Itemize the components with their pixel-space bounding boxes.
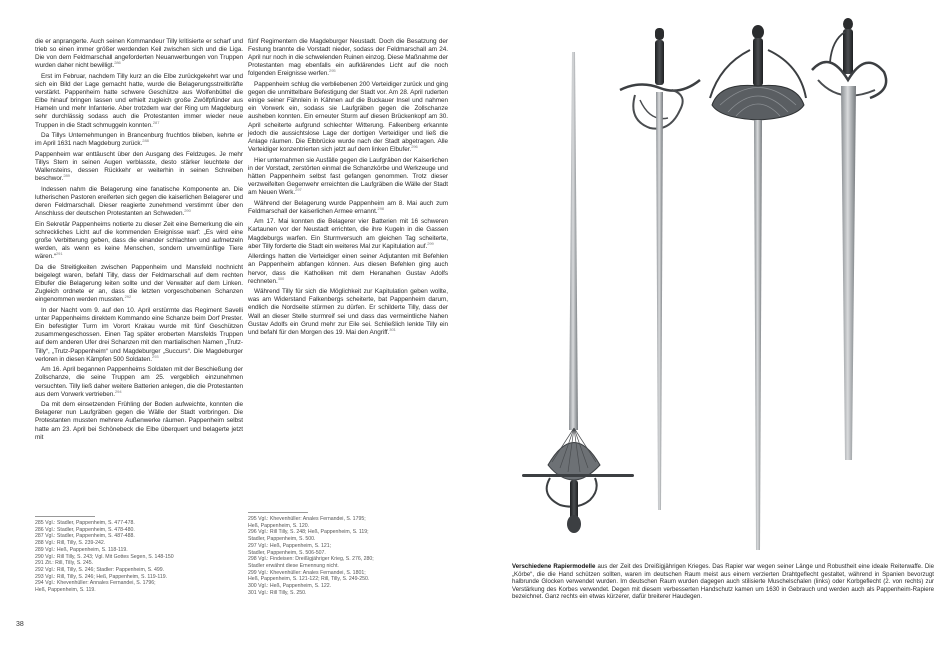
footnote-ref: 295 xyxy=(329,68,336,74)
paragraph xyxy=(35,366,243,398)
rapiers-illustration xyxy=(500,10,930,555)
paragraph-text: Während der Belagerung wurde Pappenheim am 8. Mai auch zum Feldmarschall der kaiserlichen Armee ernannt. xyxy=(248,199,448,215)
footnote-ref: 297 xyxy=(295,186,302,192)
footnote: 300 Vgl.: Heß, Pappenheim, S. 122. xyxy=(248,583,332,590)
paragraph xyxy=(248,288,448,337)
rapier-basket-hilt xyxy=(710,25,806,550)
footnote: Heß, Pappenheim, S. 119. xyxy=(35,587,96,594)
footnotes-left xyxy=(35,520,243,594)
paragraph-text: Da Tillys Unternehmungen in Brancenburg fruchtlos blieben, kehrte er im April 1631 nach Magdeburg zurück. xyxy=(35,132,243,148)
footnotes-right xyxy=(248,516,448,596)
paragraph xyxy=(248,38,448,78)
paragraph xyxy=(35,151,243,183)
rapier-2-pommel xyxy=(655,28,664,40)
footnote-ref: 294 xyxy=(115,388,122,394)
footnote: 291 Zit.: Rill, Tilly, S. 245. xyxy=(35,560,94,567)
footnote-ref: 291 xyxy=(55,251,63,257)
footnote: 298 Vgl.: Findeisen: Dreißigjähriger Krieg, S. 276, 280; xyxy=(248,556,374,563)
footnote-divider-left xyxy=(35,516,95,517)
footnote: 285 Vgl.: Stadler, Pappenheim, S. 477-478. xyxy=(35,520,135,526)
footnote: Stadler, Pappenheim, S. 506-507. xyxy=(248,549,326,556)
text-column-left xyxy=(35,38,243,444)
footnote: 290 Vgl.: Rill Tilly, S. 243; Vgl. Mit Gottes Segen, S. 148-150 xyxy=(35,553,174,560)
paragraph-text: Allerdings hatten die Verteidiger einen seiner Adjutanten mit Befehlen an Pappenheim abfangen können. Aus diesen Befehlen ging auch hervor, dass die Katholiken mit dem Heranahen Gustav Adolfs rechneten. xyxy=(248,253,448,285)
footnote: 287 Vgl.: Stadler, Pappenheim, S. 487-488. xyxy=(35,533,135,540)
text-column-right xyxy=(248,38,448,339)
image-caption xyxy=(512,563,934,601)
paragraph xyxy=(35,132,243,148)
footnote: 299 Vgl.: Khevenhüller: Anales Fernandei, S. 1801; xyxy=(248,569,366,576)
paragraph xyxy=(35,307,243,364)
paragraph-text: In der Nacht vom 9. auf den 10. April erstürmte das Regiment Savelli unter Pappenheims direktem Kommando eine Schanze beim Dorf Prester. Ein befestigter Turm im Vorort Krakau wurde mit fünf Geschützen zusammengeschossen. Einen Tag später eroberten Mansfelds Truppen auf dem anderen Ufer drei Schanzen mit den martialischen Namen „Trutz-Tilly“, „Trutz-Pappenheim“ und Magdeburger „Succurs“. Die Magdeburger verloren in diesen Kämpfen 500 Soldaten. xyxy=(35,307,243,363)
footnote-ref: 287 xyxy=(152,119,160,125)
footnote: 288 Vgl.: Rill, Tilly, S. 239-242. xyxy=(35,540,106,547)
footnote: Stadler, Pappenheim, S. 500. xyxy=(248,536,316,543)
paragraph-text: Während Tilly für sich die Möglichkeit zur Kapitulation geben wollte, was am Widerstand Falkenbergs scheiterte, bat Pappenheim darum, endlich die Nordseite stürmen zu dürfen. Er schilderte Tilly, dass der Wall an dieser Stelle sturmreif sei und dass das vermeintliche Nahen Gustav Adolfs ein Grund mehr zur Eile sei. Schließlich lenkte Tilly ein und befahl für den Morgen des 19. Mai den Angriff. xyxy=(248,288,448,336)
paragraph-text: Da die Streitigkeiten zwischen Pappenheim und Mansfeld nochnicht beigelegt waren, befahl Tilly, dass der Feldmarschall auf dem rechten Elbufer die Belagerung leiten sollte und der Verwalter auf dem Linken. Zugleich ordnete er an, dass die letzten vorgeschobenen Schanzen eingenommen werden mussten. xyxy=(35,264,243,304)
page-number: 38 xyxy=(16,621,24,628)
paragraph xyxy=(35,73,243,130)
footnote-ref: 289 xyxy=(63,173,70,179)
footnote-ref: 293 xyxy=(152,353,159,359)
footnote: 296 Vgl.: Rill Tilly, S. 248; Heß, Pappenheim, S. 119; xyxy=(248,529,369,536)
haudegen xyxy=(812,18,886,460)
footnote-ref: 286 xyxy=(114,60,121,66)
footnote-ref: 296 xyxy=(411,143,418,149)
paragraph xyxy=(248,253,448,285)
footnote: 293 Vgl.: Rill, Tilly, S. 246; Heß, Pappenheim, S. 119-119. xyxy=(35,573,168,580)
paragraph xyxy=(35,401,243,441)
paragraph-text: Am 16. April begannen Pappenheims Soldaten mit der Beschießung der Zollschanze, die seine Truppen am 25. vergeblich einzunehmen versuchten. Tilly ließ daher weitere Batterien anlegen, die die Protestanten aus dem Vorwerk vertrieben. xyxy=(35,366,243,398)
paragraph-text: Hier unternahmen sie Ausfälle gegen die Laufgräben der Kaiserlichen in der Vorstadt, zerstörten einmal die Schanzkörbe und Werkzeuge und hätten Pappenheim selbst fast gefangen genommen. Trotz dieser verzweifelten Gegenwehr erreichten die Laufgräben die Wälle der Stadt am Neuen Werk. xyxy=(248,156,448,196)
paragraph-text: die er anprangerte. Auch seinen Kommandeur Tilly kritisierte er scharf und trieb so einen immer größer werdenden Keil zwischen sich und die Liga. Die von dem Feldmarschall angeforderten Neuanwerbungen von Truppen wurden daher nicht bewilligt. xyxy=(35,38,243,70)
rapier-shell-guard xyxy=(522,52,634,533)
paragraph-text: Erst im Februar, nachdem Tilly kurz an die Elbe zurückgekehrt war und sich ein Bild der Lage gemacht hatte, wurde die Belagerungsstreitkräfte verstärkt. Pappenheim hatte schwere Geschütze aus Wolfenbüttel die Elbe hinauf bringen lassen und erhielt zugleich große Zwölfpfünder aus Hameln und mehr Infanterie. Aber trotzdem war der Ring um Magdeburg sehr durchlässig sodass auch die Protestanten immer wieder neue Truppen in die Stadt schmuggeln konnten. xyxy=(35,72,243,129)
paragraph-text: fünf Regimentern die Magdeburger Neustadt. Doch die Besatzung der Festung brannte die Vorstadt nieder, sodass der Feldmarschall am 24. April nur noch in die schwelenden Ruinen einzog. Diese Maßnahme der Protestanten mag ebenfalls ein aufklärendes Licht auf die noch folgenden Ereignisse werfen. xyxy=(248,38,448,78)
footnote-divider-right xyxy=(248,512,308,513)
paragraph-text: Da mit dem einsetzenden Frühling der Boden aufweichte, konnten die Belagerer nun Laufgräben gegen die Wälle der Stadt vorbringen. Die Protestanten mussten mehrere Außenwerke räumen. Pappenheim selbst hatte am 23. April bei Schönebeck die Elbe überquert und belagerte jetzt mit xyxy=(35,401,243,441)
footnote: 292 Vgl.: Rill, Tilly, S. 246; Stadler: Pappenheim, S. 499. xyxy=(35,566,165,573)
footnote-ref: 290 xyxy=(184,208,191,214)
footnote: 294 Vgl.: Khevenhüller: Annales Fernandei, S. 1796; xyxy=(35,580,156,587)
rapier-1-grip xyxy=(570,480,578,520)
paragraph-text: Pappenheim war enttäuscht über den Ausgang des Feldzuges. Je mehr Tillys Stern in seinen Augen verblasste, desto stärker leuchtete der Wallensteins, dessen Rückkehr er weiterhin in seinen Schreiben beschwor. xyxy=(35,151,243,183)
rapier-2-blade xyxy=(656,92,663,510)
rapier-3-grip xyxy=(753,38,763,86)
rapier-1-pommel xyxy=(567,515,581,533)
rapier-4-pommel xyxy=(843,18,853,30)
paragraph-text: Am 17. Mai konnten die Belagerer vier Batterien mit 16 schweren Kartaunen vor der Neustadt errichten, die ihre Kugeln in die Gassen Magdeburgs warfen. Ein Sturmversuch am gleichen Tag scheiterte, aber Tilly forderte die Stadt ein weiteres Mal zur Kapitulation auf. xyxy=(248,218,448,250)
rapier-3-blade xyxy=(754,120,762,550)
paragraph-text: Ein Sekretär Pappenheims notierte zu dieser Zeit eine Bemerkung die ein schreckliches Licht auf die kommenden Ereignisse warf: „Es wird eine große Verbitterung geben, dass die einander schlachten und aufmetzeln werden, als wenn es keine Menschen, sondern unvernünftige Tiere wären.“ xyxy=(35,220,243,261)
rapier-4-grip xyxy=(843,29,853,74)
caption-text: aus der Zeit des Dreißigjährigen Krieges. Das Rapier war wegen seiner Länge und Robustheit eine ideale Reiterwaffe. Die „Körbe“, die die Hand schützen sollten, waren im deutschen Raum meist aus einem verzierten Drahtgeflecht gestaltet, während in Spanien bevorzugt halbrunde Glocken verwendet wurden. Im deutschen Raum wurden dagegen auch stilisierte Muschelschalen (links) oder Korbgeflecht (2. von rechts) zur Verstärkung des Korbes verwendet. Degen mit diesem verbesserten Handschutz kamen um 1630 in Gebrauch und werden auch als Pappenheim-Rapiere bezeichnet. Ganz rechts ein etwas kürzerer, dafür breiterer Haudegen. xyxy=(512,563,934,601)
footnote-ref: 299 xyxy=(427,240,434,246)
rapier-2-grip xyxy=(655,40,664,85)
footnote: Heß, Pappenheim, S. 121-122; Rill, Tilly, S. 249-250. xyxy=(248,576,370,583)
footnote: 297 Vgl.: Heß, Pappenheim, S. 121; xyxy=(248,542,332,549)
footnote-ref: 300 xyxy=(277,275,285,281)
paragraph xyxy=(248,218,448,250)
paragraph xyxy=(248,200,448,216)
paragraph-text: Pappenheim schlug die verbliebenen 200 Verteidiger zurück und ging gegen die unmittelbare Befestigung der Stadt vor. Am 28. April ruderten einige seiner Fähnlein in Kähnen auf die Buckauer Insel und nahmen ein Vorwerk ein, sodass sie Laufgräben gegen die Zollschanze ausheben konnten. Ein erneuter Sturm auf diesen Brückenkopf am 30. April scheiterte aufgrund schlechter Witterung. Falkenberg erkannte jedoch die aussichtslose Lage der dortigen Verteidiger und ließ die Anlage räumen. Die Elbbrücke wurde nach der Stadt abgetragen. Alle Verteidiger konzentrierten sich jetzt auf dem linken Elbufer. xyxy=(248,81,448,153)
rapier-1-quillon xyxy=(522,474,634,477)
footnote: Stadler erwähnt diese Ernennung nicht. xyxy=(248,562,339,569)
paragraph xyxy=(35,264,243,304)
footnote: 289 Vgl.: Heß, Pappenheim, S. 118-119. xyxy=(35,546,128,553)
rapier-3-pommel xyxy=(752,25,764,39)
rapier-swept-hilt xyxy=(620,28,700,510)
rapier-4-blade xyxy=(841,86,856,460)
paragraph xyxy=(248,81,448,154)
rapier-3-basket xyxy=(712,85,804,120)
footnote-ref: 301 xyxy=(389,326,396,332)
footnote: Heß, Pappenheim, S. 120. xyxy=(248,522,310,529)
paragraph xyxy=(35,186,243,218)
footnote-ref: 288 xyxy=(142,138,149,144)
footnote-ref: 292 xyxy=(124,294,132,300)
footnote: 286 Vgl.: Stadler, Pappenheim, S. 478-480. xyxy=(35,526,135,533)
paragraph xyxy=(35,221,243,261)
paragraph-text: Indessen nahm die Belagerung eine fanatische Komponente an. Die lutherischen Pastoren ereiferten sich gegen die kaiserlichen Belagerer und deren Feldmarschall. Dieser reagierte zunehmend verstimmt über den Anschluss der deutschen Protestanten an Schweden. xyxy=(35,185,243,218)
caption-title: Verschiedene Rapiermodelle xyxy=(512,563,596,570)
footnote: 295 Vgl.: Khevenhüller: Anales Fernandei, S. 1795; xyxy=(248,516,366,522)
paragraph xyxy=(248,157,448,197)
footnote: 301 Vgl.: Rill Tilly, S. 250. xyxy=(248,589,307,596)
rapier-1-blade xyxy=(569,52,578,430)
footnote-ref: 298 xyxy=(377,205,385,211)
paragraph xyxy=(35,38,243,70)
